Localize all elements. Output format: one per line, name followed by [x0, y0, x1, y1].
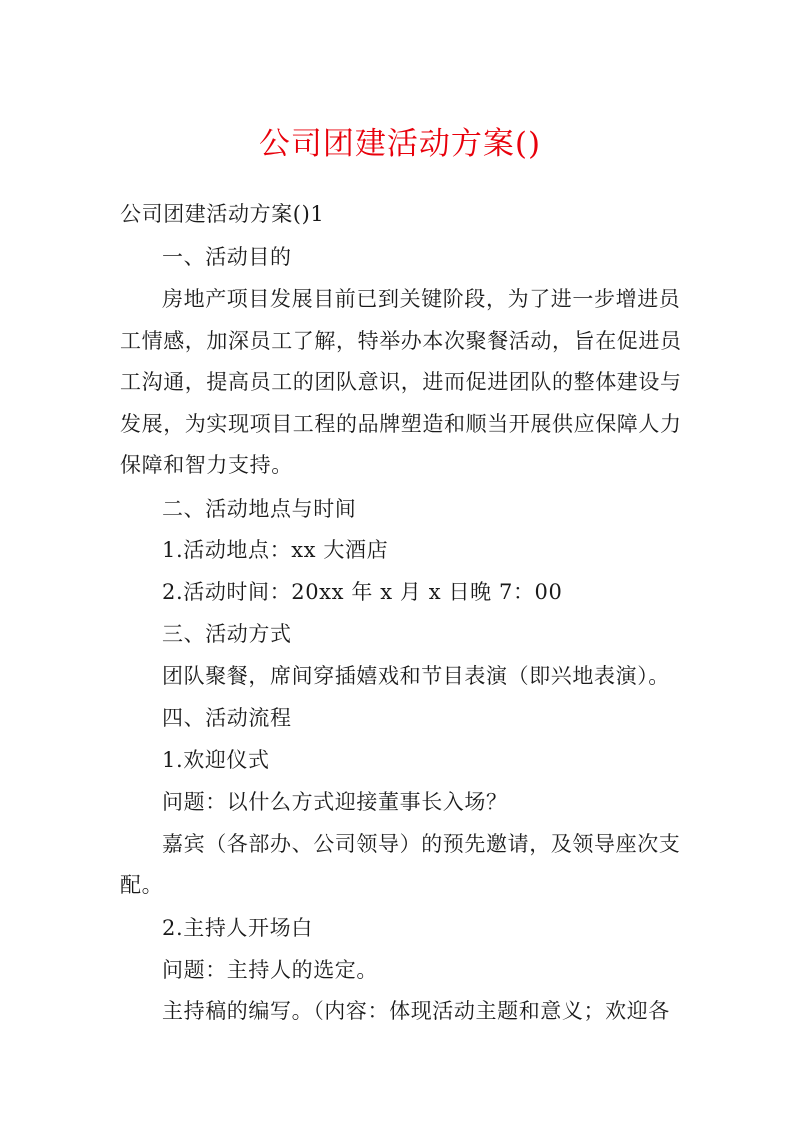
- paragraph-line: 问题：主持人的选定。: [162, 958, 378, 982]
- paragraph-line: 房地产项目发展目前已到关键阶段，为了进一步增进员: [162, 287, 681, 311]
- list-item: 2.活动时间：20xx 年 x 月 x 日晚 7：00: [162, 580, 563, 604]
- section-heading: 三、活动方式: [162, 622, 292, 646]
- list-item: 2.主持人开场白: [162, 916, 313, 940]
- document-title: 公司团建活动方案(): [258, 126, 542, 162]
- section-heading: 四、活动流程: [162, 706, 292, 730]
- paragraph-line: 问题：以什么方式迎接董事长入场？: [162, 790, 508, 814]
- paragraph-line: 工沟通，提高员工的团队意识，进而促进团队的整体建设与: [120, 370, 682, 394]
- paragraph-line: 保障和智力支持。: [120, 453, 293, 477]
- paragraph-line: 发展，为实现项目工程的品牌塑造和顺当开展供应保障人力: [120, 412, 682, 436]
- list-item: 1.活动地点：xx 大酒店: [162, 538, 389, 562]
- paragraph-line: 配。: [120, 873, 164, 897]
- paragraph-line: 主持稿的编写。（内容：体现活动主题和意义；欢迎各: [162, 999, 670, 1023]
- section-heading: 公司团建活动方案()1: [120, 202, 325, 226]
- paragraph-line: 嘉宾（各部办、公司领导）的预先邀请，及领导座次支: [162, 832, 681, 856]
- list-item: 1.欢迎仪式: [162, 748, 270, 772]
- section-heading: 一、活动目的: [162, 245, 292, 269]
- section-heading: 二、活动地点与时间: [162, 497, 357, 521]
- paragraph-line: 工情感，加深员工了解，特举办本次聚餐活动，旨在促进员: [120, 329, 682, 353]
- paragraph-line: 团队聚餐，席间穿插嬉戏和节目表演（即兴地表演）。: [162, 664, 670, 688]
